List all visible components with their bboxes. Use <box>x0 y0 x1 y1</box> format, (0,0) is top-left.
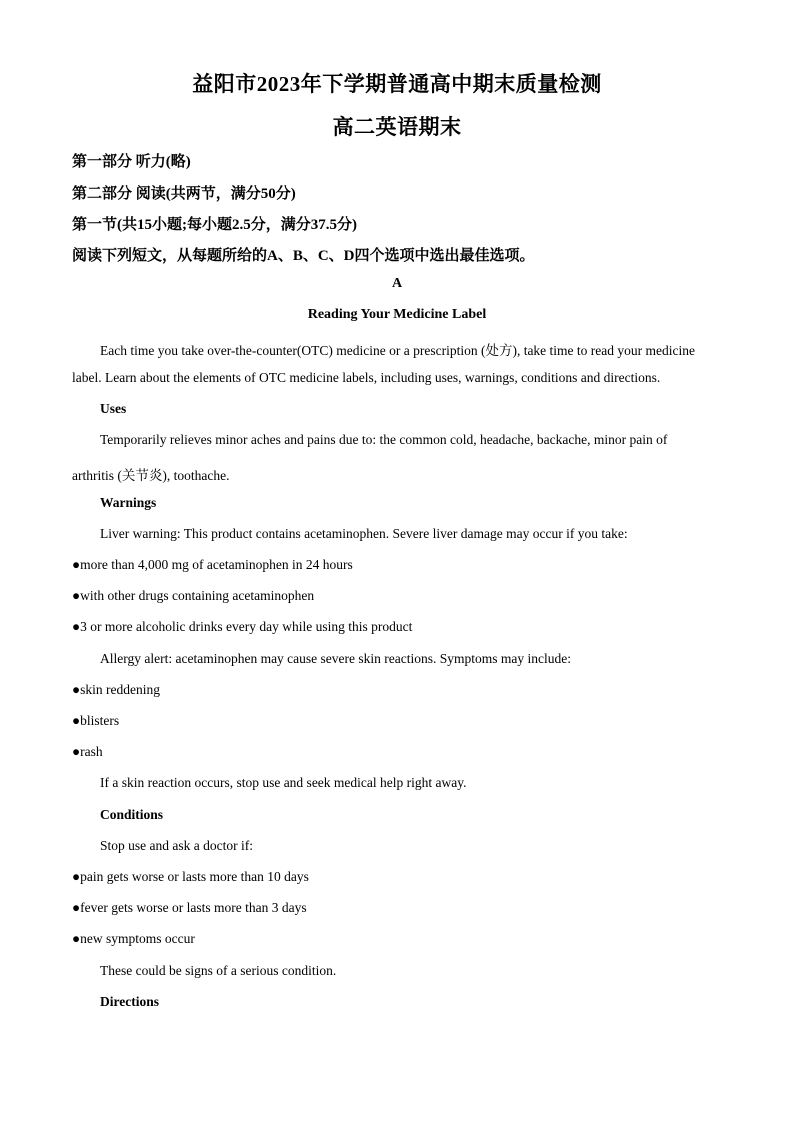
liver-warning: Liver warning: This product contains acetaminophen. Severe liver damage may occur if you take: <box>100 526 628 541</box>
conditions-intro: Stop use and ask a doctor if: <box>100 838 253 853</box>
list-item: ●new symptoms occur <box>72 931 195 946</box>
part-two-heading: 第二部分 阅读(共两节，满分50分) <box>72 186 296 202</box>
intro-line-2: label. Learn about the elements of OTC medicine labels, including uses, warnings, conditions and directions. <box>72 370 661 385</box>
exam-subtitle: 高二英语期末 <box>332 115 462 139</box>
list-item: ●with other drugs containing acetaminophen <box>72 588 315 603</box>
uses-line-1: Temporarily relieves minor aches and pains due to: the common cold, headache, backache, minor pain of <box>100 432 668 447</box>
list-item: ●blisters <box>72 713 120 728</box>
skin-reaction-note: If a skin reaction occurs, stop use and seek medical help right away. <box>100 775 467 790</box>
intro-line-1: Each time you take over-the-counter(OTC) medicine or a prescription (处方), take time to read your medicine <box>100 343 696 358</box>
directions-heading: Directions <box>100 994 159 1009</box>
uses-heading: Uses <box>100 401 127 416</box>
list-item: ●fever gets worse or lasts more than 3 days <box>72 900 307 915</box>
list-item: ●more than 4,000 mg of acetaminophen in 24 hours <box>72 557 353 572</box>
allergy-alert: Allergy alert: acetaminophen may cause severe skin reactions. Symptoms may include: <box>100 651 571 666</box>
passage-letter: A <box>391 276 403 291</box>
instruction-text: 阅读下列短文，从每题所给的A、B、C、D四个选项中选出最佳选项。 <box>72 248 535 264</box>
list-item: ●skin reddening <box>72 682 161 697</box>
exam-title: 益阳市2023年下学期普通高中期末质量检测 <box>192 72 602 96</box>
passage-title: Reading Your Medicine Label <box>307 307 487 322</box>
list-item: ●3 or more alcoholic drinks every day while using this product <box>72 619 413 634</box>
section-one-heading: 第一节(共15小题;每小题2.5分，满分37.5分) <box>72 217 357 233</box>
list-item: ●pain gets worse or lasts more than 10 days <box>72 869 309 884</box>
warnings-heading: Warnings <box>100 495 157 510</box>
part-one-heading: 第一部分 听力(略) <box>72 154 191 170</box>
conditions-heading: Conditions <box>100 807 164 822</box>
conditions-note: These could be signs of a serious condition. <box>100 963 337 978</box>
list-item: ●rash <box>72 744 103 759</box>
uses-line-2: arthritis (关节炎), toothache. <box>72 468 230 483</box>
